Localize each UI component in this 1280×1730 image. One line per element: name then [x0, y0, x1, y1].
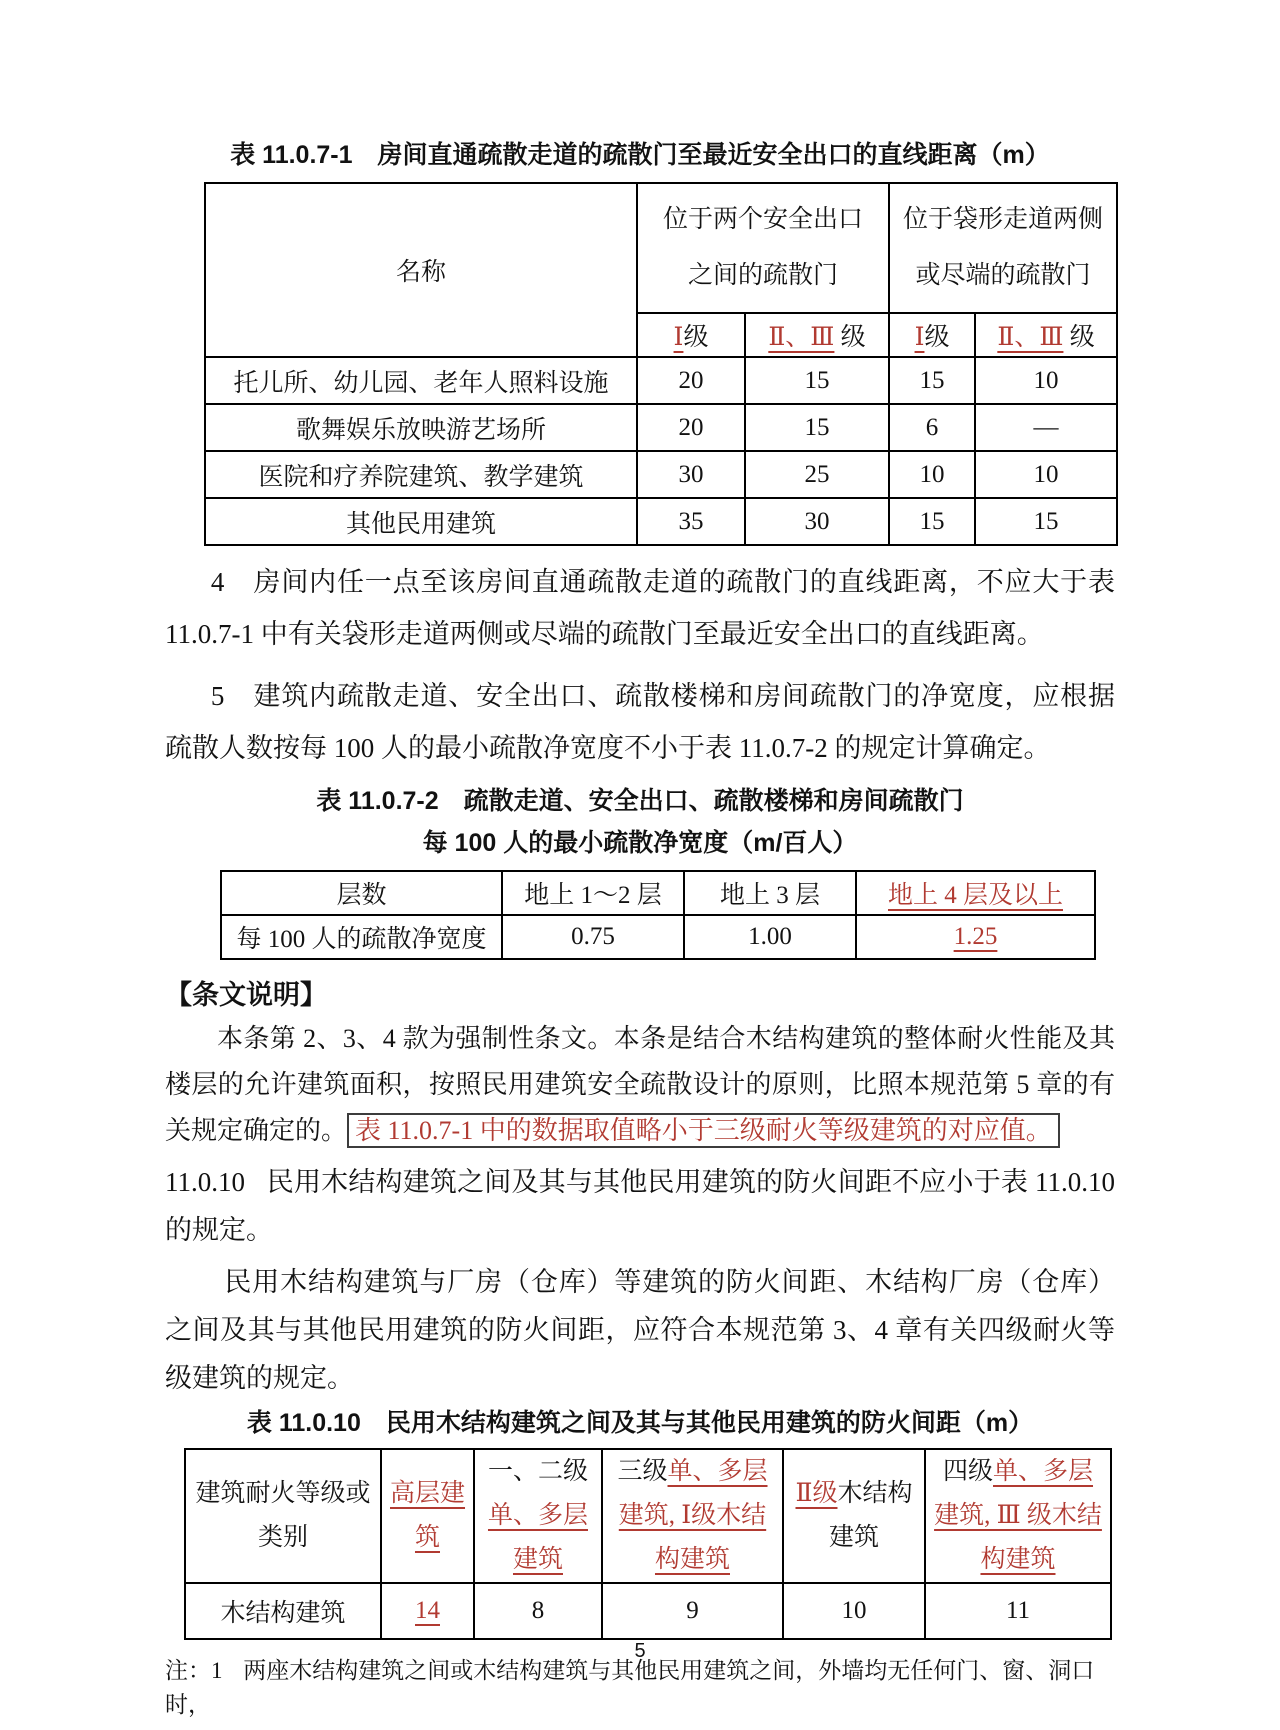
table-cell: 10 [889, 451, 975, 498]
paragraph-text: 建筑内疏散走道、安全出口、疏散楼梯和房间疏散门的净宽度，应根据疏散人数按每 100 人的最小疏散净宽度不小于表 11.0.7-2 的规定计算确定。 [165, 681, 1115, 763]
table-row [185, 1583, 1111, 1639]
table3-header-grade12: 一、二级单、多层建筑 [474, 1449, 602, 1583]
table-cell: 1.25 [856, 915, 1095, 959]
table-cell: 20 [637, 404, 745, 451]
clause-11-0-10 [165, 1158, 1115, 1254]
table1-row-name: 其他民用建筑 [205, 498, 637, 545]
table2 [220, 870, 1096, 960]
table3-header-row [185, 1449, 1111, 1583]
note-text: 两座木结构建筑之间或木结构建筑与其他民用建筑之间，外墙均无任何门、窗、洞口时， [165, 1658, 1095, 1717]
table-row [205, 451, 1117, 498]
table-row [205, 498, 1117, 545]
paragraph-text: 房间内任一点至该房间直通疏散走道的疏散门的直线距离，不应大于表 11.0.7-1 中有关袋形走道两侧或尽端的疏散门至最近安全出口的直线距离。 [165, 567, 1115, 649]
table-cell: 11 [925, 1583, 1111, 1639]
table1-group2-line1: 位于袋形走道两侧 [903, 206, 1104, 233]
table-cell: — [975, 404, 1117, 451]
paragraph-number: 5 [210, 681, 225, 711]
table-cell: 6 [889, 404, 975, 451]
table2-title [165, 780, 1115, 864]
commentary-body [165, 1016, 1115, 1154]
table-cell: 15 [745, 404, 889, 451]
table-cell: 14 [381, 1583, 474, 1639]
table1-subheader-grade: Ⅱ、Ⅲ 级 [745, 313, 889, 357]
table1-group2-line2: 或尽端的疏散门 [915, 262, 1091, 289]
paragraph-4 [165, 556, 1115, 660]
table3-header-grade3: 三级单、多层建筑, Ⅰ级木结构建筑 [602, 1449, 783, 1583]
table3-header-grade4: 四级单、多层建筑, Ⅲ 级木结构建筑 [925, 1449, 1111, 1583]
table-cell: 10 [975, 451, 1117, 498]
table2-header-row [221, 871, 1095, 915]
table1-subheader-grade: Ⅱ、Ⅲ 级 [975, 313, 1117, 357]
table-cell: 30 [637, 451, 745, 498]
table2-header-1-2: 地上 1～2 层 [502, 871, 684, 915]
table2-header-3: 地上 3 层 [684, 871, 856, 915]
note-prefix: 注：1 [165, 1658, 223, 1683]
table3-note [165, 1654, 1115, 1722]
table-row [205, 357, 1117, 404]
table-cell: 10 [975, 357, 1117, 404]
table-cell: 25 [745, 451, 889, 498]
table1-name-header: 名称 [205, 183, 637, 357]
table-cell: 15 [975, 498, 1117, 545]
table-cell: 15 [745, 357, 889, 404]
table1-title: 表 11.0.7-1 房间直通疏散走道的疏散门至最近安全出口的直线距离（m） [230, 141, 1050, 169]
table-cell: 10 [783, 1583, 925, 1639]
table-cell: 15 [889, 357, 975, 404]
table1-header-row [205, 183, 1117, 313]
table3-row-label: 木结构建筑 [185, 1583, 381, 1639]
table3-title: 表 11.0.10 民用木结构建筑之间及其与其他民用建筑的防火间距（m） [246, 1409, 1034, 1437]
table-cell: 15 [889, 498, 975, 545]
table-cell: 1.00 [684, 915, 856, 959]
table3 [184, 1448, 1112, 1640]
table2-header-4plus: 地上 4 层及以上 [856, 871, 1095, 915]
table-cell: 35 [637, 498, 745, 545]
table2-row-label: 每 100 人的疏散净宽度 [221, 915, 502, 959]
table2-title-line2: 每 100 人的最小疏散净宽度（m/百人） [422, 829, 858, 857]
table1-group1-line2: 之间的疏散门 [688, 262, 839, 289]
table1-row-name: 歌舞娱乐放映游艺场所 [205, 404, 637, 451]
commentary-text: 本条第 2、3、4 款为强制性条文。本条是结合木结构建筑的整体耐火性能及其楼层的允许建筑面积，按照民用建筑安全疏散设计的原则，比照本规范第 5 章的有关规定确定的。 [165, 1024, 1115, 1145]
table3-header-category: 建筑耐火等级或类别 [185, 1449, 381, 1583]
table2-header-floors: 层数 [221, 871, 502, 915]
paragraph-5 [165, 670, 1115, 774]
paragraph-number: 4 [210, 567, 225, 597]
table2-title-line1: 表 11.0.7-2 疏散走道、安全出口、疏散楼梯和房间疏散门 [316, 787, 964, 815]
table-cell: 9 [602, 1583, 783, 1639]
table1-group1-line1: 位于两个安全出口 [663, 206, 864, 233]
table1-group1-header [637, 183, 889, 313]
commentary-boxed-note: 表 11.0.7-1 中的数据取值略小于三级耐火等级建筑的对应值。 [347, 1113, 1060, 1148]
clause-text: 民用木结构建筑之间及其与其他民用建筑的防火间距不应小于表 11.0.10 的规定。 [165, 1167, 1115, 1245]
table-row [221, 915, 1095, 959]
table1-subheader-grade: Ⅰ级 [637, 313, 745, 357]
table-cell: 8 [474, 1583, 602, 1639]
table-cell: 30 [745, 498, 889, 545]
table1-row-name: 医院和疗养院建筑、教学建筑 [205, 451, 637, 498]
commentary-heading: 【条文说明】 [165, 980, 327, 1010]
table-cell: 20 [637, 357, 745, 404]
table1-subheader-grade: Ⅰ级 [889, 313, 975, 357]
page-number: 5 [634, 1640, 646, 1662]
table3-header-highrise: 高层建筑 [381, 1449, 474, 1583]
clause-number: 11.0.10 [165, 1167, 245, 1197]
clause-11-0-10-paragraph2: 民用木结构建筑与厂房（仓库）等建筑的防火间距、木结构厂房（仓库）之间及其与其他民用建筑的防火间距，应符合本规范第 3、4 章有关四级耐火等级建筑的规定。 [165, 1267, 1115, 1393]
table1-row-name: 托儿所、幼儿园、老年人照料设施 [205, 357, 637, 404]
table3-header-grade2-timber: Ⅱ级木结构建筑 [783, 1449, 925, 1583]
table1-group2-header [889, 183, 1117, 313]
table-row [205, 404, 1117, 451]
table1 [204, 182, 1118, 546]
table-cell: 0.75 [502, 915, 684, 959]
